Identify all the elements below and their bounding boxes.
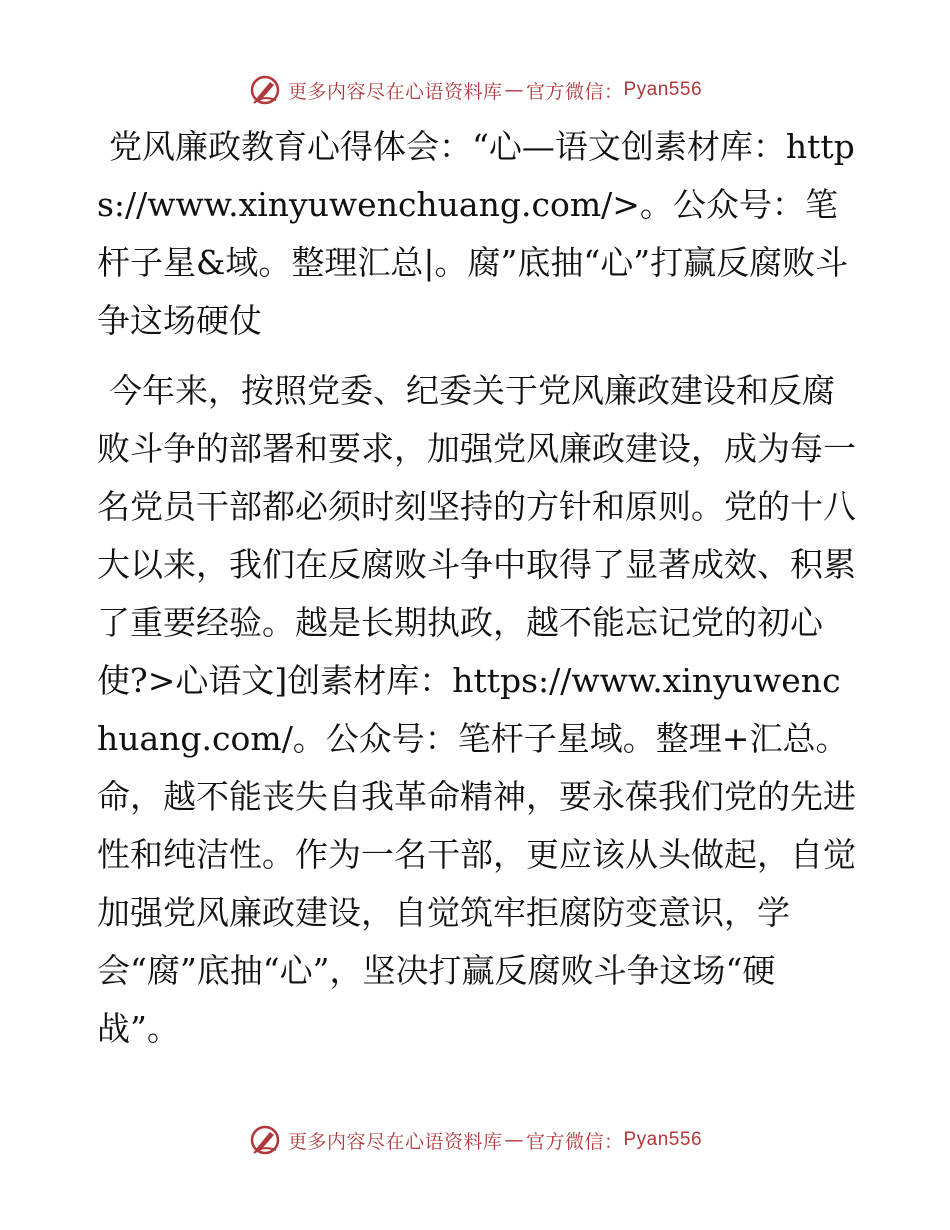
pen-circle-logo-icon (248, 1123, 282, 1157)
banner-text: 更多内容尽在心语资料库 (287, 1130, 503, 1153)
banner-separator: — (504, 79, 524, 101)
document-body (97, 118, 857, 1058)
banner-wechat-id: Pyan556 (623, 1129, 703, 1150)
banner-wechat-id: Pyan556 (623, 79, 703, 100)
header-watermark-banner (0, 70, 950, 110)
document-paragraph: 今年来，按照党委、纪委关于党风廉政建设和反腐败斗争的部署和要求，加强党风廉政建设，成为每一名党员干部都必须时刻坚持的方针和原则。党的十八大以来，我们在反腐败斗争中取得了显著成效、积累了重要经验。越是长期执政，越不能忘记党的初心使?>心语文]创素材库：https://www.xinyuwenchuang.com/。公众号：笔杆子星域。整理+汇总。命，越不能丧失自我革命精神，要永葆我们党的先进性和纯洁性。作为一名干部，更应该从头做起，自觉加强党风廉政建设，自觉筑牢拒腐防变意识，学会“腐”底抽“心”，坚决打赢反腐败斗争这场“硬战”。 (97, 371, 856, 1048)
footer-watermark-banner (0, 1120, 950, 1160)
banner-separator: — (504, 1129, 524, 1151)
banner-text: 更多内容尽在心语资料库 (287, 80, 503, 103)
banner-official-label: 官方微信： (525, 1130, 624, 1153)
banner-official-label: 官方微信： (525, 80, 624, 103)
pen-circle-logo-icon (248, 73, 282, 107)
document-title: 党风廉政教育心得体会：“心—语文创素材库：https://www.xinyuwenchuang.com/>。公众号：笔杆子星&域。整理汇总|。腐”底抽“心”打赢反腐败斗争这场硬仗 (97, 127, 855, 340)
